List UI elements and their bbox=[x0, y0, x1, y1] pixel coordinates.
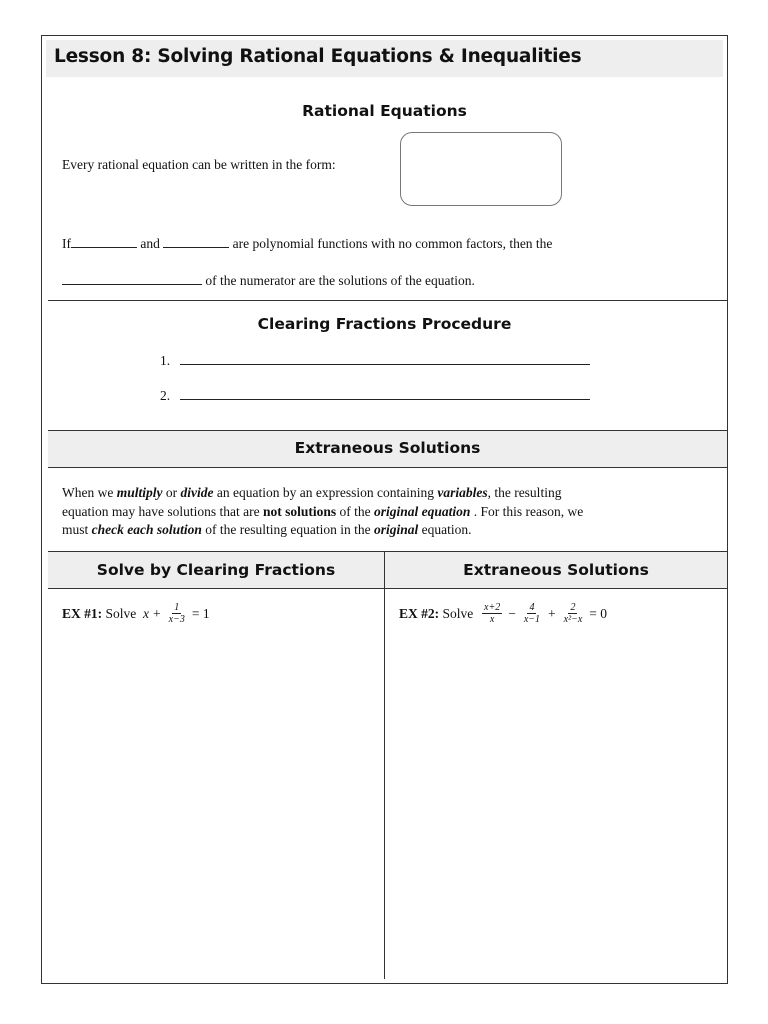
form-answer-box bbox=[400, 132, 562, 206]
polynomial-text: are polynomial functions with no common factors, then the bbox=[232, 236, 553, 251]
worksheet-frame bbox=[41, 35, 728, 984]
example-2: EX #2 : Solve $\frac{x+2}{x}$ − $\frac{4}{x-1}$ + $\frac{2}{\text{x²−x}}$ = 0 bbox=[399, 602, 608, 625]
if-word: If bbox=[62, 236, 71, 251]
step-2-blank bbox=[180, 388, 590, 400]
form-statement: Every rational equation can be written in the form: bbox=[62, 157, 336, 172]
blank-3 bbox=[62, 273, 202, 285]
columns-header-band bbox=[48, 551, 727, 589]
extraneous-heading: Extraneous Solutions bbox=[294, 439, 481, 457]
step-1-blank bbox=[180, 353, 590, 365]
rational-equations-heading: Rational Equations bbox=[302, 102, 467, 120]
clearing-fractions-heading: Clearing Fractions Procedure bbox=[257, 315, 512, 333]
title-bar bbox=[46, 40, 723, 77]
blank-2 bbox=[163, 236, 229, 248]
example-1: EX #1 : Solve x + $\frac{1}{x-3}$ = 1 bbox=[62, 602, 210, 625]
procedure-step-2: 2. bbox=[160, 388, 590, 404]
ex2-fraction-3: $\frac{2}{\text{x²−x}}$ bbox=[563, 602, 583, 625]
procedure-step-1: 1. bbox=[160, 353, 590, 369]
ex2-fraction-2: $\frac{4}{x-1}$ bbox=[523, 602, 541, 625]
extraneous-band bbox=[48, 430, 727, 468]
left-column-heading: Solve by Clearing Fractions bbox=[96, 561, 336, 579]
numerator-text: of the numerator are the solutions of the equation. bbox=[205, 273, 475, 288]
and-word: and bbox=[140, 236, 160, 251]
lesson-title: Lesson 8: Solving Rational Equations & Inequalities bbox=[54, 46, 582, 67]
divider-1 bbox=[48, 300, 727, 301]
extraneous-paragraph: When we multiply or divide an equation by an expression containing variables, the resulting equation may have solutions that are not solutions of the original equation . For this reason, we must check each solution of the resulting equation in the original equation. bbox=[62, 485, 584, 537]
ex2-label: EX #2 bbox=[399, 605, 435, 621]
numerator-statement bbox=[62, 273, 475, 289]
blank-1 bbox=[71, 236, 137, 248]
right-column-heading: Extraneous Solutions bbox=[463, 561, 649, 579]
ex1-label: EX #1 bbox=[62, 605, 98, 621]
ex1-fraction: $\frac{1}{x-3}$ bbox=[168, 602, 185, 625]
column-divider bbox=[384, 551, 385, 979]
ex2-fraction-1: $\frac{x+2}{x}$ bbox=[484, 602, 501, 625]
if-statement bbox=[62, 236, 552, 252]
